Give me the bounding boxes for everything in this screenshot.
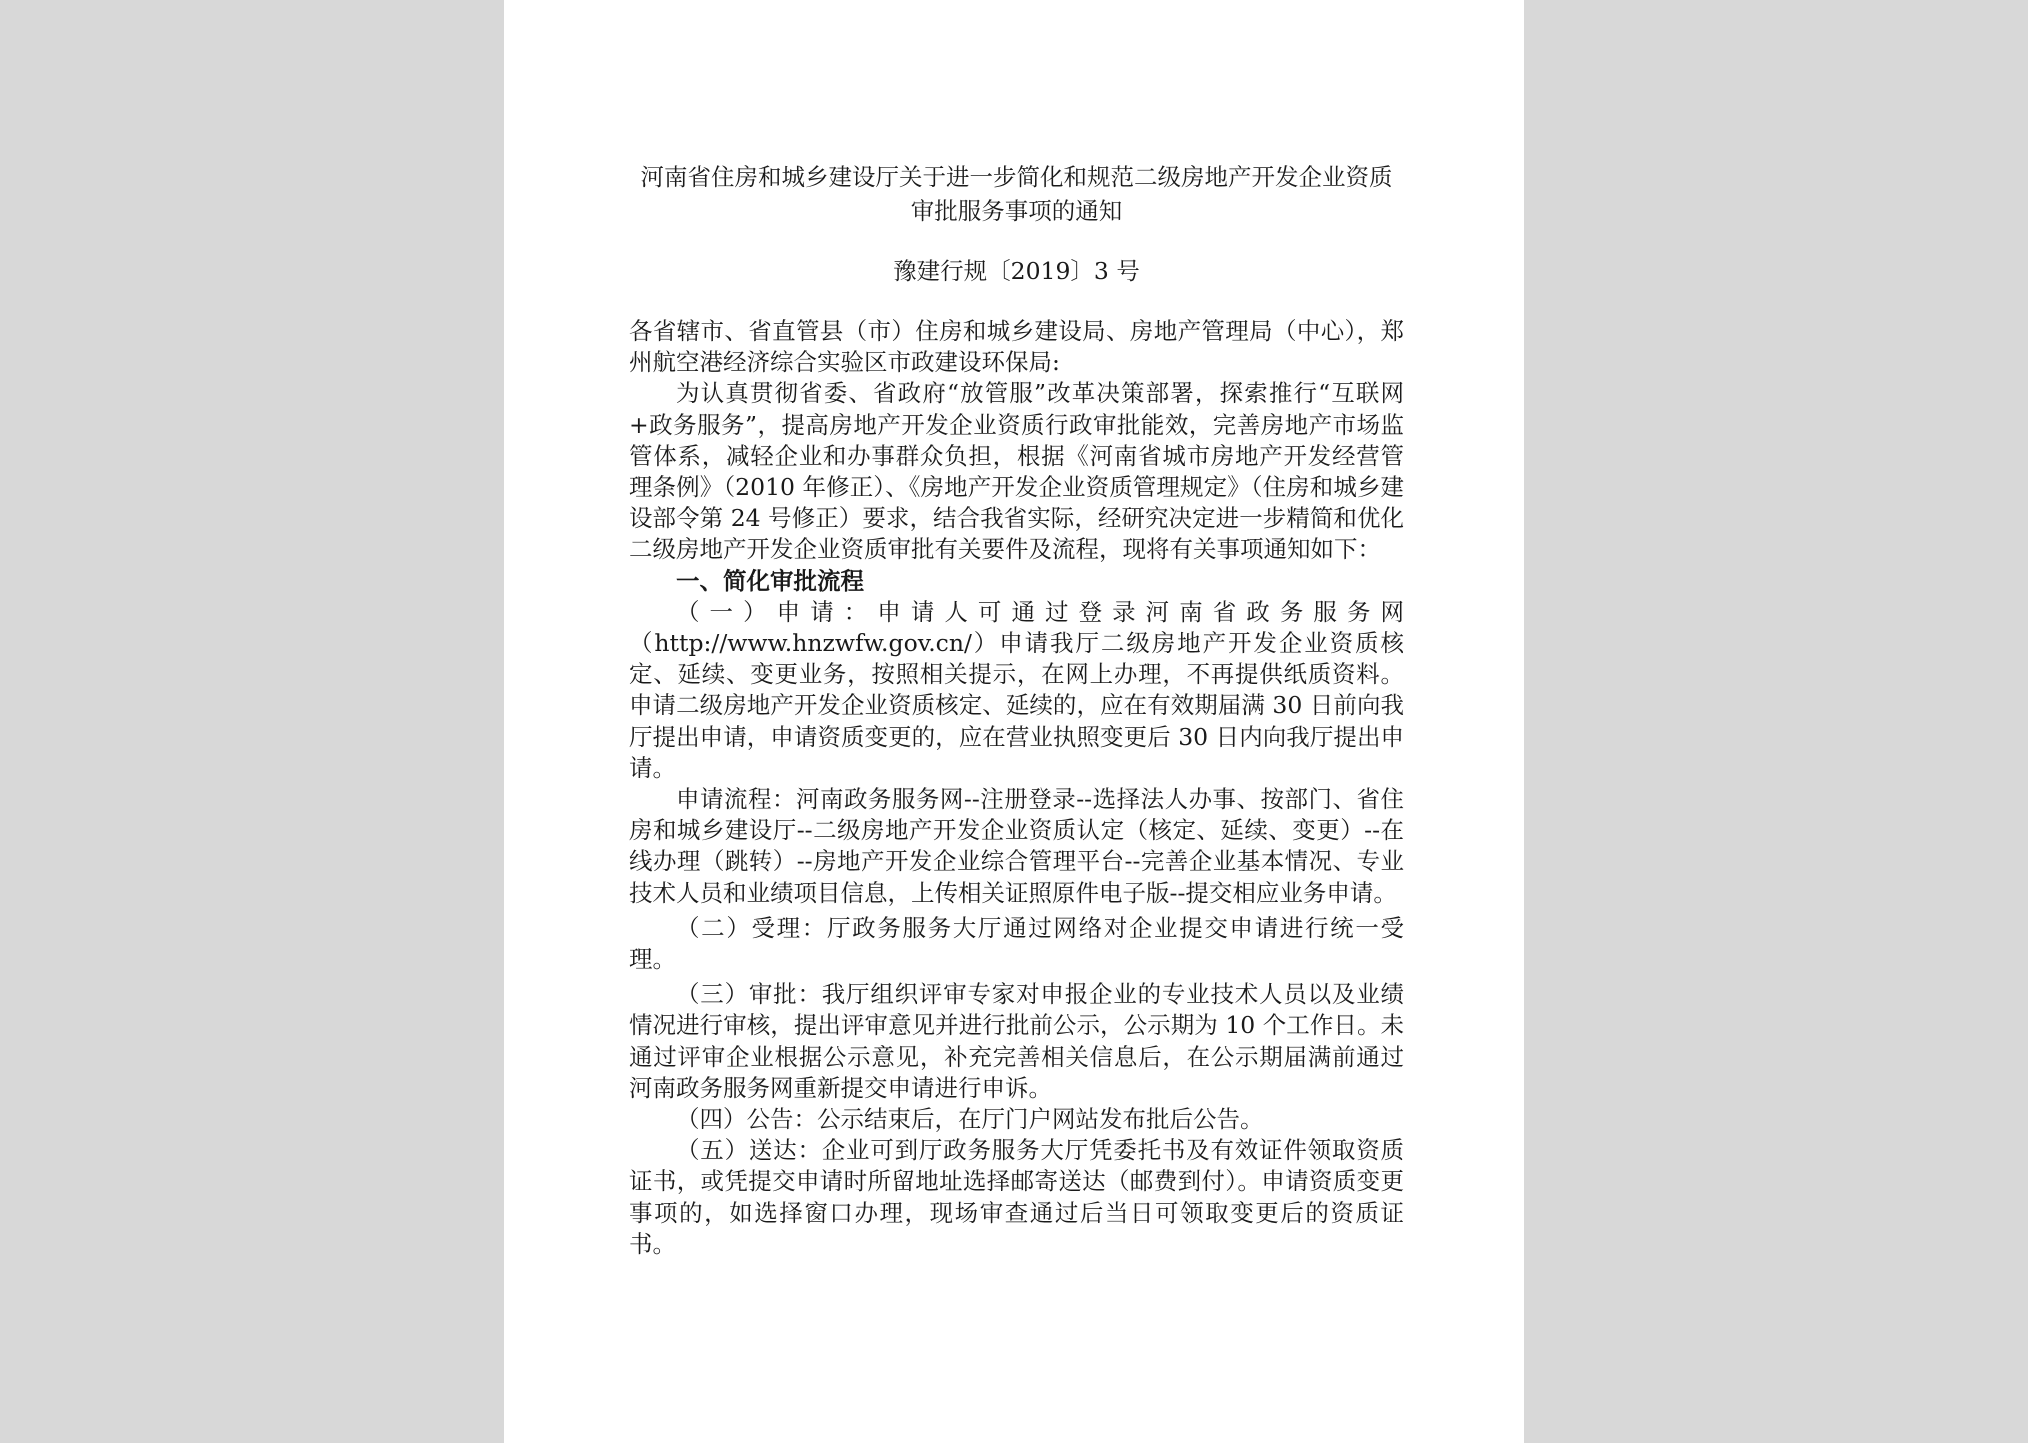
title-line-1: 河南省住房和城乡建设厅关于进一步简化和规范二级房地产开发企业资质 — [640, 163, 1393, 191]
item-application-paragraph: （一）申请：申请人可通过登录河南省政务服务网（http://www.hnzwfw.gov.cn/）申请我厅二级房地产开发企业资质核定、延续、变更业务，按照相关提示，在网上办理，不再提供纸质资料。申请二级房地产开发企业资质核定、延续的，应在有效期届满 30 日前向我厅提出申请，申请资质变更的，应在营业执照变更后 30 日内向我厅提出申请。 — [629, 597, 1404, 782]
item-delivery-paragraph: （五）送达：企业可到厅政务服务大厅凭委托书及有效证件领取资质证书，或凭提交申请时所留地址选择邮寄送达（邮费到付）。申请资质变更事项的，如选择窗口办理，现场审查通过后当日可领取变更后的资质证书。 — [629, 1136, 1404, 1258]
item-acceptance-paragraph: （二）受理：厅政务服务大厅通过网络对企业提交申请进行统一受理。 — [629, 913, 1404, 974]
application-process-paragraph: 申请流程：河南政务服务网--注册登录--选择法人办事、按部门、省住房和城乡建设厅--二级房地产开发企业资质认定（核定、延续、变更）--在线办理（跳转）--房地产开发企业综合管理平台--完善企业基本情况、专业技术人员和业绩项目信息，上传相关证照原件电子版--提交相应业务申请。 — [629, 785, 1404, 907]
addressee-paragraph: 各省辖市、省直管县（市）住房和城乡建设局、房地产管理局（中心），郑州航空港经济综合实验区市政建设环保局: — [629, 317, 1404, 377]
section-heading-simplify-process: 一、简化审批流程 — [676, 566, 864, 595]
document-body — [629, 316, 1404, 1260]
document-page — [504, 0, 1524, 1443]
item-announcement-paragraph: （四）公告：公示结束后，在厅门户网站发布批后公告。 — [676, 1105, 1264, 1134]
title-line-2: 审批服务事项的通知 — [910, 197, 1123, 225]
intro-paragraph: 为认真贯彻省委、省政府“放管服”改革决策部署，探索推行“互联网+政务服务”，提高房地产开发企业资质行政审批能效，完善房地产市场监管体系，减轻企业和办事群众负担，根据《河南省城市房地产开发经营管理条例》（2010 年修正）、《房地产开发企业资质管理规定》（住房和城乡建设部令第 24 号修正）要求，结合我省实际，经研究决定进一步精简和优化二级房地产开发企业资质审批有关要件及流程，现将有关事项通知如下： — [629, 379, 1404, 564]
document-number: 豫建行规〔2019〕3 号 — [893, 257, 1140, 285]
document-title — [629, 160, 1404, 228]
document-content — [629, 160, 1404, 1260]
item-approval-paragraph: （三）审批：我厅组织评审专家对申报企业的专业技术人员以及业绩情况进行审核，提出评审意见并进行批前公示，公示期为 10 个工作日。未通过评审企业根据公示意见，补充完善相关信息后，在公示期届满前通过河南政务服务网重新提交申请进行申诉。 — [629, 980, 1404, 1102]
